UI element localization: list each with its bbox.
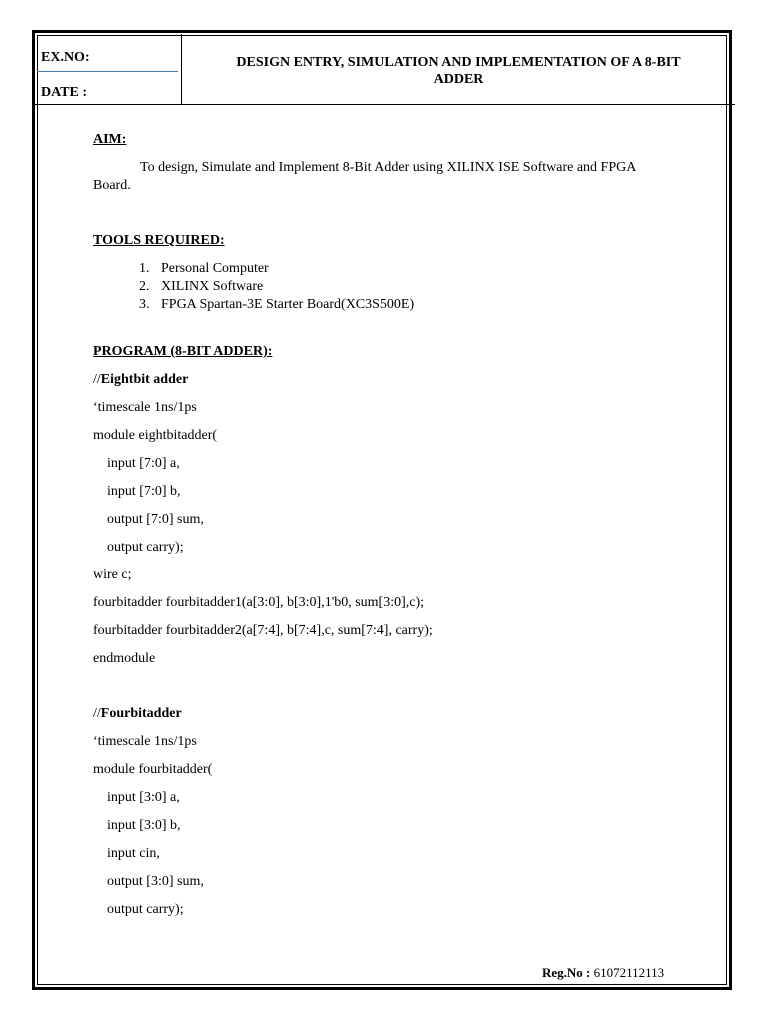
header-table [35, 34, 735, 105]
fourbit-comment [93, 706, 182, 722]
program-heading: PROGRAM (8-BIT ADDER): [93, 344, 273, 359]
code-line: input [3:0] a, [93, 790, 180, 805]
tool-item-label: XILINX Software [161, 279, 264, 294]
comment-name: Eightbit adder [100, 372, 189, 387]
code-line: module fourbitadder( [93, 762, 213, 777]
comment-prefix: // [93, 706, 101, 721]
exno-label: EX.NO: [41, 50, 90, 65]
aim-heading: AIM: [93, 132, 127, 147]
comment-prefix: // [93, 372, 101, 387]
tool-item-number: 1. [139, 261, 150, 276]
date-label: DATE : [41, 85, 88, 100]
code-line: fourbitadder fourbitadder1(a[3:0], b[3:0],1'b0, sum[3:0],c); [93, 595, 425, 610]
eightbit-comment [93, 372, 188, 388]
experiment-title-line-2: ADDER [433, 72, 484, 87]
tool-item-number: 2. [139, 279, 150, 294]
aim-text: To design, Simulate and Implement 8-Bit Adder using XILINX ISE Software and FPGA Board. [93, 160, 636, 193]
tool-item [139, 261, 269, 277]
code-line: input [3:0] b, [93, 818, 181, 833]
code-line: output [3:0] sum, [93, 874, 204, 889]
registration-number [542, 965, 664, 981]
tools-heading: TOOLS REQUIRED: [93, 233, 225, 248]
code-line: input [7:0] b, [93, 484, 181, 499]
code-line: wire c; [93, 567, 132, 582]
code-line: ‘timescale 1ns/1ps [93, 400, 197, 415]
code-line: input cin, [93, 846, 160, 861]
code-line: output [7:0] sum, [93, 512, 204, 527]
experiment-title [182, 54, 735, 88]
code-line: input [7:0] a, [93, 456, 180, 471]
tool-item [139, 279, 263, 295]
tool-item-label: FPGA Spartan-3E Starter Board(XC3S500E) [161, 297, 415, 312]
tool-item-label: Personal Computer [161, 261, 269, 276]
exno-underline [37, 71, 178, 72]
code-line: ‘timescale 1ns/1ps [93, 734, 197, 749]
regno-value: 61072112113 [590, 965, 665, 980]
tool-item [139, 297, 414, 313]
code-line: endmodule [93, 651, 156, 666]
comment-name: Fourbitadder [100, 706, 182, 721]
code-line: output carry); [93, 902, 184, 917]
experiment-title-line-1: DESIGN ENTRY, SIMULATION AND IMPLEMENTATION OF A 8-BIT [236, 55, 681, 70]
tool-item-number: 3. [139, 297, 150, 312]
code-line: module eightbitadder( [93, 428, 218, 443]
code-line: output carry); [93, 540, 184, 555]
code-line: fourbitadder fourbitadder2(a[7:4], b[7:4],c, sum[7:4], carry); [93, 623, 433, 638]
regno-label: Reg.No : [542, 965, 591, 980]
header-left-cell [35, 34, 182, 104]
